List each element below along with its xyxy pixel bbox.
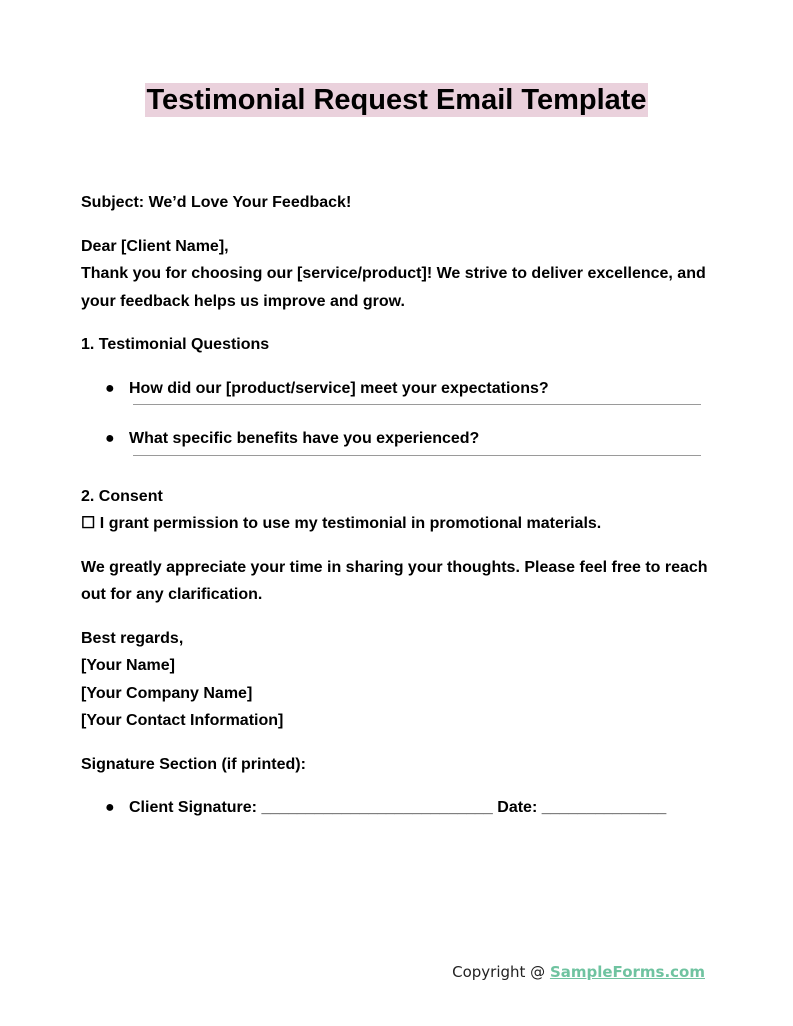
title-container: [0, 83, 793, 117]
section-consent-heading: 2. Consent: [81, 487, 163, 505]
signoff-company: [Your Company Name]: [81, 684, 253, 702]
email-body: [81, 189, 711, 822]
signoff-name: [Your Name]: [81, 657, 175, 674]
footer-copyright: [452, 963, 705, 981]
copyright-prefix: Copyright @: [452, 963, 550, 981]
question-text: What specific benefits have you experienced?: [129, 430, 480, 447]
section-testimonial-questions-heading: 1. Testimonial Questions: [81, 336, 270, 353]
consent-checkbox-icon[interactable]: ☐: [81, 515, 96, 532]
subject-line: Subject: We’d Love Your Feedback!: [81, 194, 352, 211]
question-item: [81, 425, 711, 453]
question-item: [81, 375, 711, 403]
consent-text: I grant permission to use my testimonial in promotional materials.: [99, 515, 602, 532]
closing-paragraph: We greatly appreciate your time in sharing your thoughts. Please feel free to reach out for any clarification.: [81, 558, 708, 603]
brand-link[interactable]: SampleForms.com: [549, 963, 705, 981]
question-text: How did our [product/service] meet your expectations?: [129, 379, 549, 397]
consent-line: [81, 510, 711, 538]
bullet-icon: ●: [105, 799, 115, 816]
intro-paragraph: Thank you for choosing our [service/product]! We strive to deliver excellence, and your feedback helps us improve and grow.: [81, 265, 706, 310]
bullet-icon: ●: [105, 430, 115, 447]
signature-item: [81, 794, 711, 822]
signature-line[interactable]: Client Signature: __________________________ Date: ______________: [129, 799, 667, 816]
bullet-icon: ●: [105, 379, 115, 397]
signature-section-heading: Signature Section (if printed):: [81, 755, 306, 773]
signoff-regards: Best regards,: [81, 629, 184, 647]
signoff-contact: [Your Contact Information]: [81, 712, 284, 729]
greeting: Dear [Client Name],: [81, 237, 229, 255]
page-title: Testimonial Request Email Template: [146, 84, 647, 116]
